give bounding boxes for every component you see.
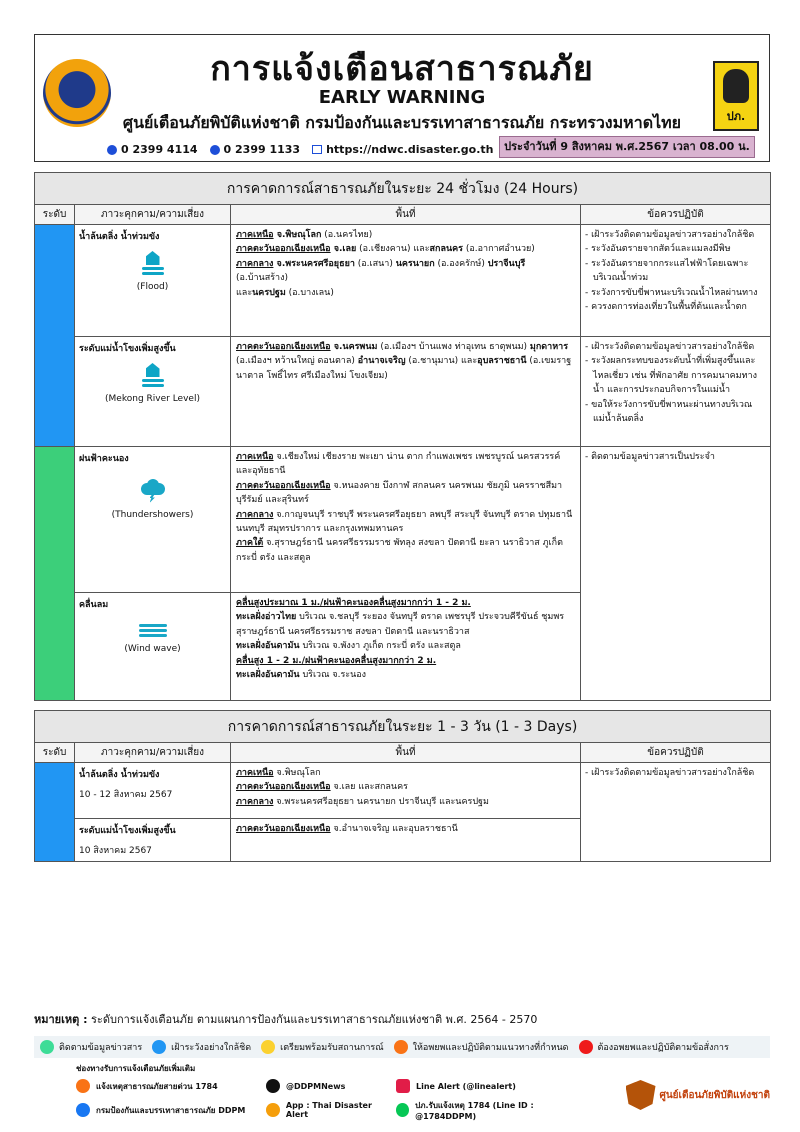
line-alert-icon — [396, 1079, 410, 1093]
note-text: ระดับการแจ้งเตือนภัย ตามแผนการป้องกันและบรรเทาสาธารณภัยแห่งชาติ พ.ศ. 2564 - 2570 — [87, 1013, 538, 1026]
channel-label: กรมป้องกันและบรรเทาสาธารณภัย DDPM — [96, 1105, 246, 1115]
channel-line-alert[interactable] — [396, 1079, 586, 1093]
fax-icon — [210, 145, 220, 155]
district: (อ.อากาศอำนวย) — [463, 244, 535, 255]
footer-logo-text: ศูนย์เตือนภัยพิบัติแห่งชาติ — [659, 1089, 770, 1101]
col-threat: ภาวะคุกคาม/ความเสี่ยง — [75, 205, 231, 225]
legend-green-dot — [40, 1040, 54, 1054]
col-threat: ภาวะคุกคาม/ความเสี่ยง — [75, 743, 231, 763]
province: จ.เลย — [330, 244, 357, 255]
action-item: - ระวังอันตรายจากสัตว์และแมลงมีพิษ — [585, 242, 766, 256]
district: (อ.เขมราฐ นาตาล โพธิ์ไทร ศรีเมืองใหม่ โขงเจียม) — [236, 356, 572, 381]
district: (อ.บ้านสร้าง) — [236, 273, 288, 284]
threat-flood-3d — [75, 763, 231, 819]
alert-level-legend — [34, 1036, 770, 1058]
phone-2-text: 0 2399 1133 — [223, 143, 301, 156]
col-level: ระดับ — [35, 743, 75, 763]
region-name: ภาคตะวันออกเฉียงเหนือ — [236, 824, 331, 834]
table-row — [35, 337, 771, 447]
hazard-mekong — [79, 363, 226, 404]
threat-title: คลื่นลม — [79, 600, 109, 610]
forecast-24h-table — [34, 172, 771, 701]
region-name: ภาคตะวันออกเฉียงเหนือ — [236, 342, 331, 352]
footer — [34, 1010, 770, 1120]
phone-1-text: 0 2399 4114 — [121, 143, 198, 156]
ppm-hand-logo — [713, 61, 759, 131]
section-3d-title: การคาดการณ์สาธารณภัยในระยะ 1 - 3 วัน (1 - 3 Days) — [35, 711, 771, 743]
thunderstorm-icon — [139, 479, 167, 503]
legend-item — [152, 1040, 251, 1054]
channel-facebook[interactable] — [76, 1099, 266, 1121]
flood-icon — [141, 251, 165, 275]
action-storm — [581, 447, 771, 701]
channel-line[interactable] — [396, 1099, 586, 1121]
sea-name: ทะเลฝั่งอ่าวไทย — [236, 612, 297, 623]
legend-blue-dot — [152, 1040, 166, 1054]
contacts — [107, 143, 493, 156]
legend-yellow-dot — [261, 1040, 275, 1054]
region-name: ภาคกลาง — [236, 796, 274, 807]
region-name: ภาคตะวันออกเฉียงเหนือ — [236, 480, 331, 491]
threat-title: ระดับแม่น้ำโขงเพิ่มสูงขึ้น — [79, 344, 176, 354]
region-name: ภาคตะวันออกเฉียงเหนือ — [236, 782, 331, 793]
action-item: - ควรงดการท่องเที่ยวในพื้นที่ต้นและน้ำตก — [585, 300, 766, 314]
legend-item — [394, 1040, 569, 1054]
region-name: ภาคใต้ — [236, 538, 264, 549]
region-name: ภาคเหนือ — [236, 452, 274, 462]
threat-wave — [75, 593, 231, 701]
ppm-badge-label: ปภ. — [726, 110, 746, 123]
provinces: บริเวณ จ.ชลบุรี ระยอง จันทบุรี ตราด เพชรบุรี ประจวบคีรีขันธ์ ชุมพร สุราษฎร์ธานี นครศรีธรรมราช สงขลา ปัตตานี และนราธิวาส — [236, 612, 565, 637]
threat-dates: 10 สิงหาคม 2567 — [79, 846, 152, 856]
organization-name: ศูนย์เตือนภัยพิบัติแห่งชาติ กรมป้องกันและบรรเทาสาธารณภัย กระทรวงมหาดไทย — [122, 113, 682, 132]
action-item: - เฝ้าระวังติดตามข้อมูลข่าวสารอย่างใกล้ชิด — [585, 340, 766, 354]
district: (อ.เสนา) — [354, 258, 396, 269]
region-name: ภาคเหนือ — [236, 768, 274, 778]
channels-title: ช่องทางรับการแจ้งเตือนภัยเพิ่มเติม — [76, 1064, 196, 1073]
col-area: พื้นที่ — [231, 205, 581, 225]
area-wave — [231, 593, 581, 701]
provinces: จ.หนองคาย บึงกาฬ สกลนคร นครพนม ชัยภูมิ นครราชสีมา บุรีรัมย์ และสุรินทร์ — [236, 480, 563, 506]
action-item: - เฝ้าระวังติดตามข้อมูลข่าวสารอย่างใกล้ชิด — [585, 766, 766, 780]
provinces: บริเวณ จ.พังงา ภูเก็ต กระบี่ ตรัง และสตูล — [299, 641, 461, 652]
hazard-label: (Flood) — [136, 282, 169, 292]
wave-icon — [139, 623, 167, 637]
phone-contact-2[interactable] — [210, 143, 301, 156]
district: (อ.เชียงคาน) และ — [356, 244, 430, 255]
legend-label: ให้อพยพและปฏิบัติตามแนวทางที่กำหนด — [412, 1043, 569, 1053]
legend-item — [40, 1040, 142, 1054]
hazard-wave — [79, 623, 226, 654]
hazard-label: (Wind wave) — [124, 644, 181, 654]
provinces: จ.เชียงใหม่ เชียงราย พะเยา น่าน ตาก กำแพงเพชร เพชรบูรณ์ นครสวรรค์ และอุทัยธานี — [236, 452, 561, 477]
sea-name: ทะเลฝั่งอันดามัน — [236, 641, 300, 652]
hazard-label: (Thundershowers) — [111, 510, 194, 520]
region-name: ภาคกลาง — [236, 509, 274, 520]
header — [34, 34, 770, 162]
threat-mekong-3d — [75, 819, 231, 862]
sea-name: ทะเลฝั่งอันดามัน — [236, 669, 300, 680]
province: จ.พระนครศรีอยุธยา — [273, 258, 355, 269]
wave-height-heading: คลื่นสูง 1 - 2 ม./ฝนฟ้าคะนองคลื่นสูงมากกว่า 2 ม. — [236, 655, 437, 666]
channel-label: @DDPMNews — [286, 1081, 346, 1091]
action-item: - ระวังผลกระทบของระดับน้ำที่เพิ่มสูงขึ้นและไหลเชี่ยว เช่น ที่พักอาศัย การคมนาคมทางน้ำ และการประกอบกิจการในแม่น้ำ — [585, 354, 766, 397]
hazard-flood — [79, 251, 226, 292]
web-icon — [312, 145, 322, 154]
wave-height-heading: คลื่นสูงประมาณ 1 ม./ฝนฟ้าคะนองคลื่นสูงมากกว่า 1 - 2 ม. — [236, 598, 471, 608]
threat-title: น้ำล้นตลิ่ง น้ำท่วมขัง — [79, 770, 160, 780]
area-flood — [231, 225, 581, 337]
channel-app[interactable] — [266, 1099, 396, 1121]
app-icon — [266, 1103, 280, 1117]
legend-orange-dot — [394, 1040, 408, 1054]
issue-date: ประจำวันที่ 9 สิงหาคม พ.ศ.2567 เวลา 08.00 น. — [499, 136, 755, 158]
provinces: จ.พระนครศรีอยุธยา นครนายก ปราจีนบุรี และนครปฐม — [273, 796, 489, 807]
district: (อ.องครักษ์) — [434, 258, 488, 269]
provinces: บริเวณ จ.ระนอง — [299, 669, 367, 680]
provinces: จ.กาญจนบุรี ราชบุรี พระนครศรีอยุธยา ลพบุรี สระบุรี จันทบุรี ตราด ปทุมธานี นนทบุรี สมุทรปราการ และกรุงเทพมหานคร — [236, 509, 573, 534]
provinces: จ.เลย และสกลนคร — [330, 782, 408, 793]
channel-label: แจ้งเหตุสาธารณภัยสายด่วน 1784 — [96, 1081, 218, 1091]
province: อุบลราชธานี — [477, 356, 527, 367]
region-name: ภาคกลาง — [236, 258, 274, 269]
province: นครปฐม — [252, 287, 286, 298]
shield-icon — [626, 1080, 656, 1110]
legend-label: เตรียมพร้อมรับสถานการณ์ — [280, 1043, 384, 1053]
action-item: - ระวังอันตรายจากกระแสไฟฟ้าโดยเฉพาะบริเวณน้ำท่วม — [585, 257, 766, 286]
region-name: ภาคตะวันออกเฉียงเหนือ — [236, 244, 331, 255]
area-flood-3d — [231, 763, 581, 819]
action-3d — [581, 763, 771, 862]
channel-x[interactable] — [266, 1079, 396, 1093]
level-blue-cell — [35, 763, 75, 862]
channel-label: App : Thai Disaster Alert — [285, 1101, 372, 1119]
channel-hotline[interactable] — [76, 1079, 266, 1093]
district: (อ.เมืองฯ หว้านใหญ่ ดอนตาล) — [236, 356, 358, 367]
threat-title: ระดับแม่น้ำโขงเพิ่มสูงขึ้น — [79, 826, 176, 836]
threat-mekong — [75, 337, 231, 447]
legend-label: ติดตามข้อมูลข่าวสาร — [59, 1043, 143, 1053]
phone-contact-1[interactable] — [107, 143, 198, 156]
action-item: - ติดตามข้อมูลข่าวสารเป็นประจำ — [585, 450, 766, 464]
section-24h-title: การคาดการณ์สาธารณภัยในระยะ 24 ชั่วโมง (24 Hours) — [35, 173, 771, 205]
action-item: - ขอให้ระวังการขับขี่พาหนะผ่านทางบริเวณแม่น้ำล้นตลิ่ง — [585, 398, 766, 427]
phone-icon — [76, 1079, 90, 1093]
line-icon — [396, 1103, 409, 1117]
col-action: ข้อควรปฏิบัติ — [581, 205, 771, 225]
legend-item — [579, 1040, 729, 1054]
area-mekong-3d — [231, 819, 581, 862]
level-green-cell — [35, 447, 75, 701]
phone-icon — [107, 145, 117, 155]
website-link[interactable] — [312, 143, 493, 156]
provinces: จ.สุราษฎร์ธานี นครศรีธรรมราช พัทลุง สงขลา ปัตตานี ยะลา นราธิวาส ภูเก็ต กระบี่ ตรัง และสตูล — [236, 538, 563, 563]
table-row — [35, 763, 771, 819]
ndwc-footer-logo — [626, 1080, 771, 1110]
district: (อ.ชานุมาน) และ — [405, 356, 478, 367]
forecast-3d-table — [34, 710, 771, 862]
threat-dates: 10 - 12 สิงหาคม 2567 — [79, 790, 173, 800]
action-flood — [581, 225, 771, 337]
hazard-label: (Mekong River Level) — [105, 394, 200, 404]
hand-icon — [723, 69, 749, 103]
province: สกลนคร — [429, 244, 464, 255]
district: (อ.บางเลน) — [285, 287, 334, 298]
col-area: พื้นที่ — [231, 743, 581, 763]
hazard-storm — [79, 479, 226, 520]
table-row — [35, 225, 771, 337]
province: ปราจีนบุรี — [487, 258, 526, 269]
facebook-icon — [76, 1103, 90, 1117]
provinces: จ.อำนาจเจริญ และอุบลราชธานี — [330, 824, 458, 834]
page-subtitle: EARLY WARNING — [318, 87, 486, 108]
flood-icon — [141, 363, 165, 387]
province: มุกดาหาร — [529, 342, 569, 352]
area-storm — [231, 447, 581, 593]
website-text: https://ndwc.disaster.go.th — [326, 143, 494, 156]
channel-label: ปภ.รับแจ้งเหตุ 1784 (Line ID : @1784DDPM) — [415, 1101, 534, 1121]
legend-label: เฝ้าระวังอย่างใกล้ชิด — [171, 1043, 252, 1053]
district: (อ.เมืองฯ บ้านแพง ท่าอุเทน ธาตุพนม) — [377, 342, 530, 352]
connector: และ — [236, 287, 253, 298]
legend-item — [261, 1040, 383, 1054]
footer-note — [34, 1010, 770, 1028]
province: จ.นครพนม — [330, 342, 378, 352]
table-row — [35, 447, 771, 593]
action-item: - ระวังการขับขี่พาหนะบริเวณน้ำไหลผ่านทาง — [585, 286, 766, 300]
province: จ.พิษณุโลก — [273, 230, 322, 240]
note-label: หมายเหตุ : — [34, 1013, 88, 1026]
col-level: ระดับ — [35, 205, 75, 225]
area-mekong — [231, 337, 581, 447]
level-blue-cell — [35, 225, 75, 447]
threat-title: น้ำล้นตลิ่ง น้ำท่วมขัง — [79, 232, 160, 242]
channel-label: Line Alert (@linealert) — [416, 1081, 516, 1091]
region-name: ภาคเหนือ — [236, 230, 274, 240]
threat-storm — [75, 447, 231, 593]
threat-title: ฝนฟ้าคะนอง — [79, 454, 129, 464]
province: นครนายก — [395, 258, 435, 269]
x-icon — [266, 1079, 280, 1093]
action-mekong — [581, 337, 771, 447]
district: (อ.นครไทย) — [321, 230, 373, 240]
page-title: การแจ้งเตือนสาธารณภัย — [210, 49, 594, 89]
province: อำนาจเจริญ — [357, 356, 406, 367]
col-action: ข้อควรปฏิบัติ — [581, 743, 771, 763]
threat-flood — [75, 225, 231, 337]
provinces: จ.พิษณุโลก — [273, 768, 321, 778]
legend-red-dot — [579, 1040, 593, 1054]
legend-label: ต้องอพยพและปฏิบัติตามข้อสั่งการ — [597, 1043, 729, 1053]
action-item: - เฝ้าระวังติดตามข้อมูลข่าวสารอย่างใกล้ชิด — [585, 228, 766, 242]
